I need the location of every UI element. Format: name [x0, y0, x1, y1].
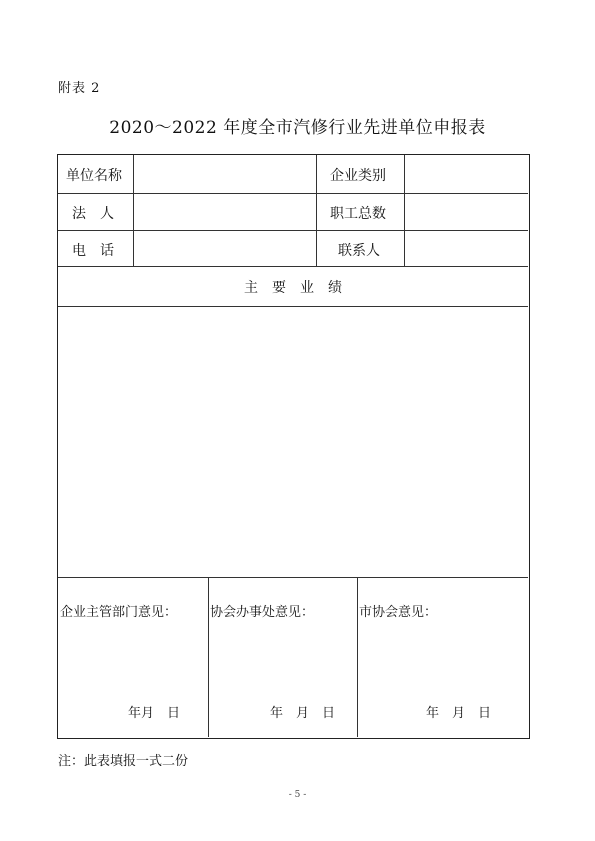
- page-number: - 5 -: [288, 790, 307, 800]
- label-employee-count: 职工总数: [330, 206, 386, 222]
- footnote: 注：此表填报一式二份: [58, 754, 189, 769]
- application-form: [57, 154, 530, 739]
- contact-person-field[interactable]: [405, 231, 527, 265]
- achievements-field[interactable]: [59, 307, 527, 576]
- telephone-field[interactable]: [134, 231, 315, 265]
- association-office-opinion-label: 协会办事处意见：: [210, 605, 315, 620]
- enterprise-authority-opinion-label: 企业主管部门意见：: [60, 605, 178, 620]
- association-office-opinion-field[interactable]: [209, 625, 356, 695]
- enterprise-category-field[interactable]: [405, 156, 527, 192]
- enterprise-authority-opinion-field[interactable]: [59, 625, 207, 695]
- form-title: 2020～2022 年度全市汽修行业先进单位申报表: [109, 118, 486, 138]
- label-contact-person: 联系人: [338, 243, 380, 259]
- appendix-label: 附表 2: [58, 81, 101, 96]
- city-association-opinion-field[interactable]: [358, 625, 527, 695]
- city-association-opinion-label: 市协会意见：: [359, 605, 438, 620]
- label-telephone: 电 话: [72, 243, 114, 259]
- row-divider: [58, 266, 528, 267]
- label-legal-representative: 法 人: [72, 206, 114, 222]
- unit-name-field[interactable]: [134, 156, 315, 192]
- association-office-opinion-date: 年 月 日: [270, 706, 336, 721]
- achievements-header: 主 要 业 绩: [244, 280, 342, 296]
- column-divider: [316, 155, 317, 266]
- legal-representative-field[interactable]: [134, 194, 315, 229]
- label-unit-name: 单位名称: [66, 168, 122, 184]
- label-enterprise-category: 企业类别: [330, 168, 386, 184]
- city-association-opinion-date: 年 月 日: [426, 706, 492, 721]
- row-divider: [58, 577, 528, 578]
- employee-count-field[interactable]: [405, 194, 527, 229]
- enterprise-authority-opinion-date: 年月 日: [128, 706, 181, 721]
